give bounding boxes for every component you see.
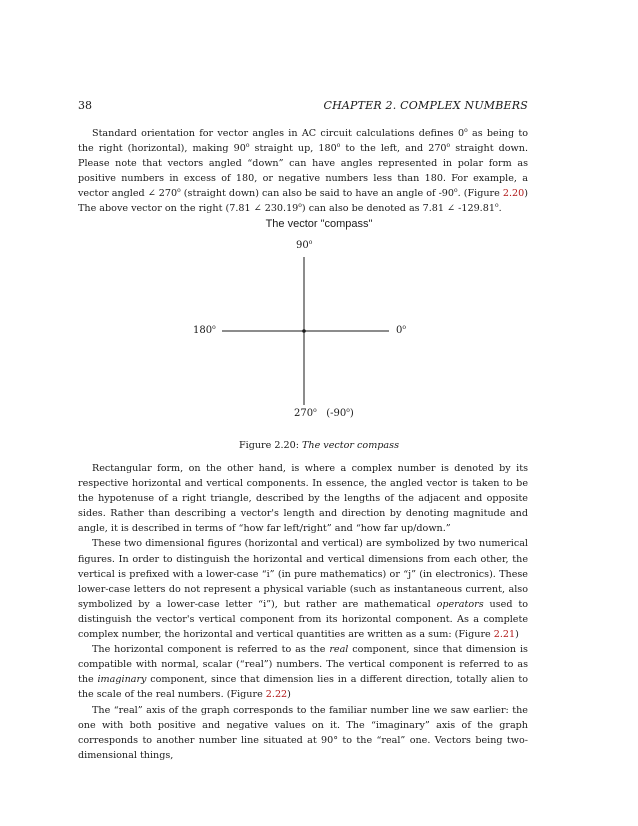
paragraph: These two dimensional figures (horizontal and vertical) are symbolized by two numerical figures. In order to distinguish the horizontal and vertical dimensions from each other, the vertical is prefixed with a lower-case “i” (in pure mathematics) or “j” (in electronics). These lower-case letters do not represent a physical variable (such as instantaneous current, also symbolized by a lower-case letter “i”), but rather are mathematical operators used to distinguish the vector's vertical component from its horizontal component. As a complete complex number, the horizontal and vertical quantities are written as a sum: (Figure 2.21) [78, 538, 528, 641]
label-270-degrees: 270$^o$ (-90$^o$) [294, 407, 354, 419]
origin-dot [302, 329, 306, 333]
figure-link-2-21[interactable]: 2.21 [493, 629, 516, 641]
label-180-degrees: 180$^o$ [193, 324, 216, 336]
paragraph: The “real” axis of the graph corresponds to the familiar number line we saw earlier: the one with both positive and negative values on it. The “imaginary” axis of the graph corresponds to another number line situated at 90° to the “real” one. Vectors being two-dimensional things, [78, 704, 528, 761]
page-number: 38 [78, 99, 92, 112]
figure-link-2-20[interactable]: 2.20 [502, 188, 525, 200]
figure-link-2-22[interactable]: 2.22 [265, 689, 288, 701]
intro-paragraph: Standard orientation for vector angles in AC circuit calculations defines 0$^o$ as being to the right (horizontal), making 90$^o$ straight up, 180$^o$ to the left, and 270$^o$ straight down. Please note that vectors angled “down” can have angles represented in polar form as positive numbers in excess of 180, or negative numbers less than 180. For example, a vector angled ∠ 270$^o$ (straight down) can also be said to have an angle of -90$^o$. (Figure 2.20) The above vector on the right (7.81 ∠ 230.19$^o$) can also be denoted as 7.81 ∠ -129.81$^o$. [78, 127, 528, 215]
label-90-degrees: 90$^o$ [296, 239, 313, 251]
paragraph: Rectangular form, on the other hand, is where a complex number is denoted by its respective horizontal and vertical components. In essence, the angled vector is taken to be the hypotenuse of a right triangle, described by the lengths of the adjacent and opposite sides. Rather than describing a vector's length and direction by denoting magnitude and angle, it is described in terms of “how far left/right” and “how far up/down.” [78, 463, 528, 535]
chapter-title: CHAPTER 2. COMPLEX NUMBERS [323, 99, 528, 112]
label-0-degrees: 0$^o$ [396, 324, 406, 336]
paragraph: The horizontal component is referred to as the real component, since that dimension is compatible with normal, scalar (“real”) numbers. The vertical component is referred to as the imaginary component, since that dimension lies in a different direction, totally alien to the scale of the real numbers. (Figure 2.22) [78, 644, 529, 701]
body-text [78, 461, 528, 763]
figure-caption: Figure 2.20: The vector compass [238, 440, 399, 451]
figure-title: The vector "compass" [265, 218, 373, 230]
